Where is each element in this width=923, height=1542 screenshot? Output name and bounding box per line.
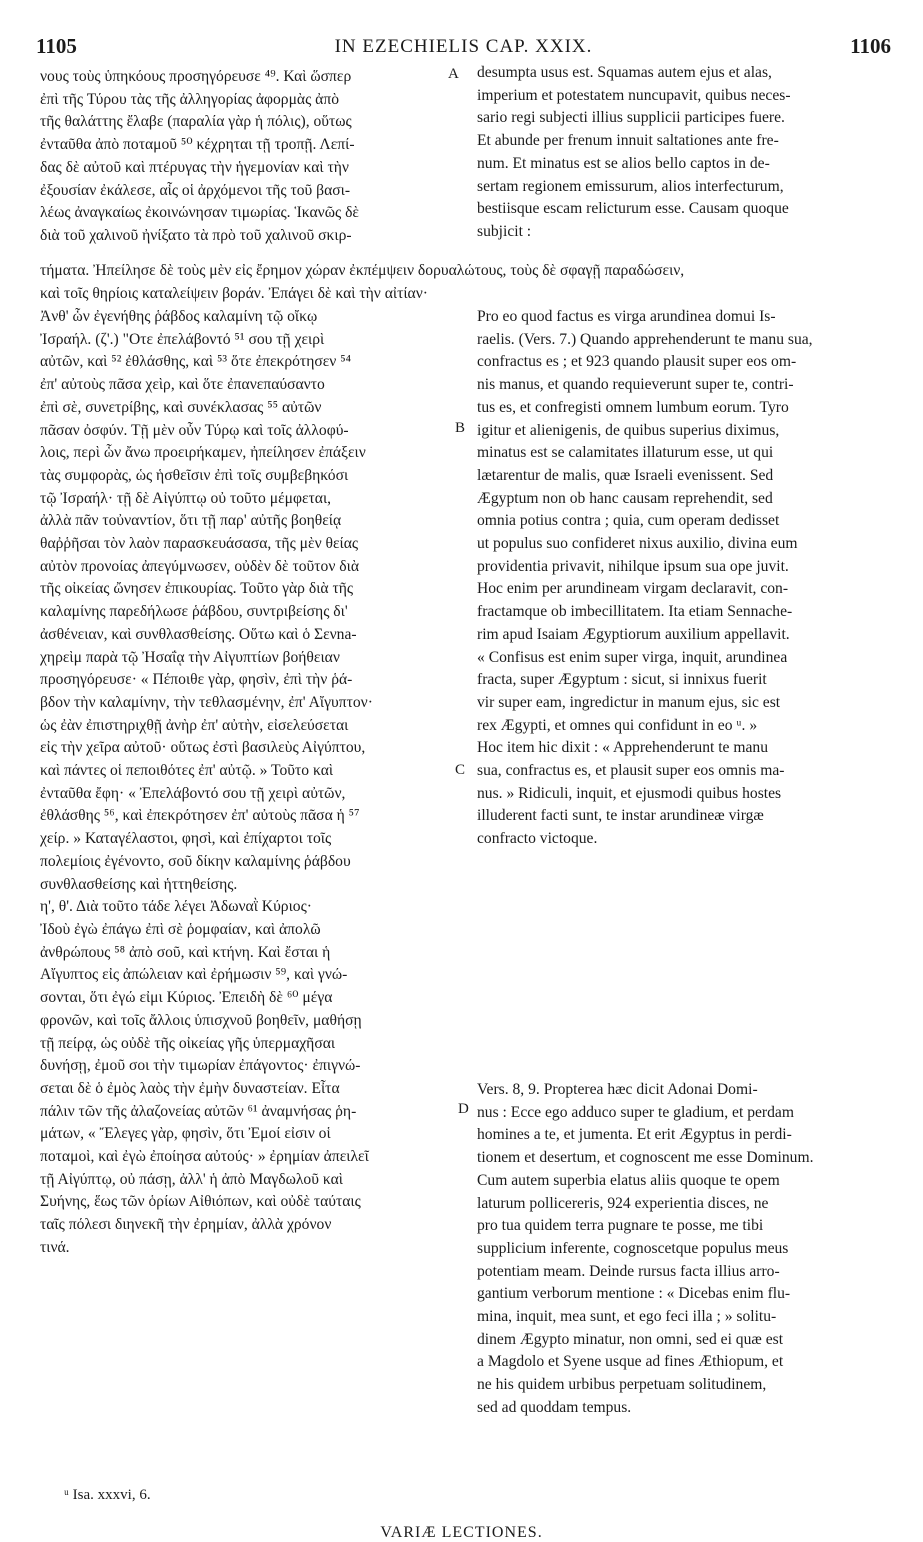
greek-line: χηρεὶμ παρὰ τῷ Ἠσαΐᾳ τὴν Αἰγυπτίων βοήθειαν: [40, 648, 340, 666]
latin-line: desumpta usus est. Squamas autem ejus et alas,: [477, 64, 772, 81]
margin-letter-b: B: [455, 420, 466, 436]
latin-column-bottom: [477, 1079, 893, 1420]
greek-line: τῇ πείρᾳ, ὡς οὐδὲ τῆς οἰκείας γῆς ὑπερμαχῆσαι: [40, 1034, 336, 1052]
latin-line: Ægyptum non ob hanc causam reprehendit, sed: [477, 489, 773, 507]
greek-line: σονται, ὅτι ἐγώ εἰμι Κύριος. Ἐπειδὴ δὲ ⁶⁰ μέγα: [40, 989, 333, 1007]
variae-lectiones-title: VARIÆ LECTIONES.: [380, 1524, 543, 1541]
greek-line: καλαμίνης παρεδήλωσε ῥάβδου, συντριβείσης δι': [40, 603, 348, 621]
latin-line: Pro eo quod factus es virga arundinea domui Is-: [477, 308, 776, 325]
greek-line: δας δὲ αὐτοῦ καὶ πτέρυγας τὴν ἡγεμονίαν καὶ τὴν: [40, 158, 349, 176]
latin-line: ut populus suo confideret nixus auxilio, divina eum: [477, 535, 798, 553]
latin-line: omnia potius contra ; quia, cum operam dedisset: [477, 512, 780, 530]
latin-line: Et abunde per frenum innuit saltationes ante fre-: [477, 132, 779, 150]
latin-line: minatus est se calamitates illaturum esse, ut qui: [477, 444, 774, 462]
latin-line: confracto victoque.: [477, 830, 598, 848]
greek-column-main: [40, 306, 470, 1260]
latin-line: « Confisus est enim super virga, inquit, arundinea: [477, 648, 788, 666]
greek-line: συνθλασθείσης καὶ ἡττηθείσης.: [40, 875, 238, 893]
latin-line: igitur et alienigenis, de quibus superius diximus,: [477, 421, 780, 439]
header-title: IN EZECHIELIS CAP. XXIX.: [334, 36, 593, 57]
latin-line: rim apud Isaiam Ægyptiorum auxilium appellavit.: [477, 625, 790, 643]
latin-line: potentiam meam. Deinde rursus facta illius arro-: [477, 1262, 780, 1280]
greek-line: μάτων, « Ἔλεγες γὰρ, φησὶν, ὅτι Ἐμοί εἰσιν οἱ: [40, 1125, 331, 1143]
greek-line: βδον τὴν καλαμίνην, τὴν τεθλασμένην, ἐπ' Αἴγυπτον·: [40, 693, 373, 711]
latin-column-main: [477, 306, 893, 851]
greek-line: ἀσθένειαν, καὶ συνθλασθείσης. Οὕτω καὶ ὁ Σενna-: [40, 625, 357, 643]
greek-line: πᾶσαν ὀσφύν. Τῇ μὲν οὖν Τύρῳ καὶ τοῖς ἀλλοφύ-: [40, 421, 349, 439]
latin-line: subjicit :: [477, 222, 532, 240]
greek-line: αὐτὸν προνοίας ἀπεγύμνωσεν, οὐδὲν δὲ τοῦτον διὰ: [40, 557, 359, 575]
latin-line: fracta, super Ægyptum : sicut, si innixus fuerit: [477, 671, 767, 689]
latin-line: sario regi subjecti illius supplicii participes fuere.: [477, 109, 785, 127]
greek-line: Ἀνθ' ὧν ἐγενήθης ῥάβδος καλαμίνη τῷ οἴκῳ: [40, 308, 318, 325]
latin-line: Cum autem superbia elatus aliis quoque te opem: [477, 1171, 780, 1189]
greek-line: ἐνταῦθα ἀπὸ ποταμοῦ ⁵⁰ κέχρηται τῇ τροπῇ. Λεπί-: [40, 136, 355, 154]
latin-line: Hoc item hic dixit : « Apprehenderunt te manu: [477, 739, 769, 757]
latin-line: lætarentur de malis, quæ Israeli evenissent. Sed: [477, 466, 774, 484]
latin-line: gantium verborum mentione : « Dicebas enim flu-: [477, 1285, 791, 1303]
latin-line: supplicium inferente, cognoscetque populus meus: [477, 1239, 789, 1257]
greek-line: ἐπὶ τῆς Τύρου τὰς τῆς ἀλληγορίας ἀφορμὰς ἀπὸ: [40, 90, 340, 108]
full-width-lines: [40, 260, 895, 305]
margin-letter-a: A: [448, 66, 459, 82]
greek-line: καὶ πάντες οἱ πεποιθότες ἐπ' αὐτῷ. » Τοῦτο καὶ: [40, 762, 334, 780]
full-line: τήματα. Ἠπείλησε δὲ τοὺς μὲν εἰς ἔρημον χώραν ἐκπέμψειν δορυαλώτους, τοὺς δὲ σφαγῇ παραδώσειν,: [40, 262, 685, 279]
latin-line: a Magdolo et Syene usque ad fines Æthiopum, et: [477, 1353, 784, 1371]
latin-line: Vers. 8, 9. Propterea hæc dicit Adonai Domi-: [477, 1081, 758, 1098]
latin-line: mina, inquit, mea sunt, et ego feci illa ; » solitu-: [477, 1308, 777, 1326]
full-line: καὶ τοῖς θηρίοις καταλείψειν βοράν. Ἐπάγει δὲ καὶ τὴν αἰτίαν·: [40, 284, 428, 302]
latin-line: confractus es ; et 923 quando plausit super eos om-: [477, 353, 797, 371]
latin-line: imperium et potestatem nuncupavit, quibus neces-: [477, 86, 791, 104]
greek-line: ποταμοὶ, καὶ ἐγὼ ἐποίησα αὐτούς· » ἐρημίαν ἀπειλεῖ: [40, 1148, 369, 1166]
latin-line: num. Et minatus est se alios bello captos in de-: [477, 154, 770, 172]
page-number-left: 1105: [36, 34, 77, 58]
latin-line: raelis. (Vers. 7.) Quando apprehenderunt te manu sua,: [477, 330, 813, 348]
greek-line: Αἴγυπτος εἰς ἀπώλειαν καὶ ἐρήμωσιν ⁵⁹, καὶ γνώ-: [40, 966, 348, 984]
greek-line: πολεμίοις ἐγένοντο, σοῦ δίκην καλαμίνης ῥάβδου: [40, 852, 351, 870]
greek-line: σεται δὲ ὁ ἐμὸς λαὸς τὴν ἐμὴν δυναστείαν. Εἶτα: [40, 1079, 340, 1097]
latin-line: bestiisque escam relicturum esse. Causam quoque: [477, 200, 789, 218]
greek-line: δυνήσῃ, ἐμοῦ σοι τὴν τιμωρίαν ἐπάγοντος· ἐπιγνώ-: [40, 1057, 361, 1075]
greek-line: ἀλλὰ πᾶν τοὐναντίον, ὅτι τῇ παρ' αὐτῆς βοηθείᾳ: [40, 512, 342, 530]
latin-line: vir super eam, ingredictur in manum ejus, sic est: [477, 693, 781, 711]
greek-line: τῆς οἰκείας ὤνησεν ἐπικουρίας. Τοῦτο γὰρ διὰ τῆς: [40, 580, 354, 598]
greek-line: λέως ἀναγκαίως ἐκοινώνησαν τιμωρίας. Ἱκανῶς δὲ: [40, 204, 359, 222]
latin-line: pro tua quidem terra pugnare te posse, me tibi: [477, 1217, 764, 1235]
latin-line: nus : Ecce ego adduco super te gladium, et perdam: [477, 1103, 794, 1121]
latin-line: sed ad quoddam tempus.: [477, 1398, 632, 1416]
greek-line: ἐξουσίαν ἐκάλεσε, αἷς οἱ ἀρχόμενοι τῆς τοῦ βασι-: [40, 181, 351, 199]
greek-column-top: [40, 66, 470, 248]
latin-line: illuderent facti sunt, te instar arundineæ virgæ: [477, 807, 764, 825]
greek-line: ἀνθρώπους ⁵⁸ ἀπὸ σοῦ, καὶ κτήνη. Καὶ ἔσται ἡ: [40, 943, 331, 961]
greek-line: προσηγόρευσε· « Πέποιθε γὰρ, φησὶν, ἐπὶ τὴν ῥά-: [40, 671, 353, 689]
latin-line: laturum pollicereris, 924 experientia disces, ne: [477, 1194, 769, 1212]
latin-line: ne his quidem urbibus perpetuam solitudinem,: [477, 1376, 767, 1394]
latin-line: dinem Ægypto minatur, non omni, sed ei quæ est: [477, 1330, 784, 1348]
margin-letter-d: D: [458, 1101, 469, 1117]
greek-line: λοις, περὶ ὧν ἄνω προειρήκαμεν, ἠπείλησεν ἐπάξειν: [40, 444, 366, 462]
greek-line: ἐνταῦθα ἔφη· « Ἐπελάβοντό σου τῇ χειρὶ αὐτῶν,: [40, 784, 346, 802]
latin-line: rex Ægypti, et omnes qui confidunt in eo ᵘ. »: [477, 716, 758, 734]
greek-line: αὐτῶν, καὶ ⁵² ἐθλάσθης, καὶ ⁵³ ὅτε ἐπεκρότησεν ⁵⁴: [40, 353, 352, 371]
greek-line: ἐπ' αὐτοὺς πᾶσα χεὶρ, καὶ ὅτε ἐπανεπαύσαντο: [40, 376, 325, 394]
greek-line: Ἰσραήλ. (ζ'.) "Οτε ἐπελάβοντό ⁵¹ σου τῇ χειρὶ: [40, 330, 325, 348]
latin-line: providentia privavit, nihilque ipsum sua ope juvit.: [477, 557, 789, 575]
latin-line: nis manus, et quando requieverunt super te, contri-: [477, 376, 794, 394]
greek-line: χείρ. » Καταγέλαστοι, φησὶ, καὶ ἐπίχαρτοι τοῖς: [40, 830, 332, 848]
page-number-right: 1106: [850, 34, 891, 58]
latin-line: sua, confractus es, et plausit super eos omnis ma-: [477, 762, 785, 780]
greek-line: νους τοὺς ὑπηκόους προσηγόρευσε ⁴⁹. Καὶ ὥσπερ: [40, 68, 352, 85]
greek-line: Ἰδοὺ ἐγὼ ἐπάγω ἐπὶ σὲ ῥομφαίαν, καὶ ἀπολῶ: [40, 920, 321, 938]
greek-line: διὰ τοῦ χαλινοῦ ἠνίξατο τὰ πρὸ τοῦ χαλινοῦ σκιρ-: [40, 226, 352, 244]
greek-line: η', θ'. Διὰ τοῦτο τάδε λέγει Ἀδωναῒ Κύριος·: [40, 898, 312, 916]
greek-line: τινά.: [40, 1238, 70, 1256]
latin-line: nus. » Ridiculi, inquit, et ejusmodi quibus hostes: [477, 784, 782, 802]
latin-line: tionem et desertum, et cognoscent me esse Dominum.: [477, 1149, 814, 1167]
latin-column-top: [477, 62, 893, 244]
latin-line: fractamque ob imbecillitatem. Ita etiam Sennache-: [477, 603, 793, 621]
greek-line: ὡς ἐὰν ἐπιστηριχθῇ ἀνὴρ ἐπ' αὐτὴν, εἰσελεύσεται: [40, 716, 349, 734]
latin-line: sertam regionem emissurum, alios interfecturum,: [477, 177, 784, 195]
latin-line: tus es, et confregisti omnem lumbum eorum. Tyro: [477, 398, 789, 416]
greek-line: ταῖς πόλεσι διηνεκῆ τὴν ἐρημίαν, ἀλλὰ χρόνον: [40, 1216, 332, 1234]
margin-letter-c: C: [455, 762, 466, 778]
greek-line: ἐθλάσθης ⁵⁶, καὶ ἐπεκρότησεν ἐπ' αὐτοὺς πᾶσα ἡ ⁵⁷: [40, 807, 360, 825]
running-header: [36, 34, 891, 64]
greek-line: τῷ Ἰσραήλ· τῇ δὲ Αἰγύπτῳ οὐ τοῦτο μέμφεται,: [40, 489, 332, 507]
greek-line: φρονῶν, καὶ τοῖς ἄλλοις ὑπισχνοῦ βοηθεῖν, μαθήσῃ: [40, 1011, 362, 1029]
latin-line: homines a te, et jumenta. Et erit Ægyptus in perdi-: [477, 1126, 792, 1144]
greek-line: τὰς συμφορὰς, ὡς ἡσθεῖσιν ἐπὶ τοῖς συμβεβηκόσι: [40, 466, 349, 484]
greek-line: εἰς τὴν χεῖρα αὐτοῦ· οὕτως ἐστὶ βασιλεὺς Αἰγύπτου,: [40, 739, 366, 757]
latin-line: Hoc enim per arundineam virgam declaravit, con-: [477, 580, 789, 598]
greek-line: τῆς θαλάττης ἔλαβε (παραλία γὰρ ἡ πόλις), οὕτως: [40, 113, 352, 131]
greek-line: πάλιν τῶν τῆς ἀλαζονείας αὐτῶν ⁶¹ ἀναμνήσας ῥη-: [40, 1102, 357, 1120]
greek-line: θαῤῥῆσαι τὸν λαὸν παρασκευάσασα, τῆς μὲν θείας: [40, 535, 359, 553]
greek-line: ἐπὶ σὲ, συνετρίβης, καὶ συνέκλασας ⁵⁵ αὐτῶν: [40, 398, 322, 416]
greek-line: τῇ Αἰγύπτῳ, οὐ πάσῃ, ἀλλ' ἡ ἀπὸ Μαγδωλοῦ καὶ: [40, 1170, 343, 1188]
greek-line: Συήνης, ἕως τῶν ὁρίων Αἰθιόπων, καὶ οὐδὲ ταύταις: [40, 1193, 361, 1211]
footnote-reference: ᵘ Isa. xxxvi, 6.: [64, 1487, 151, 1503]
